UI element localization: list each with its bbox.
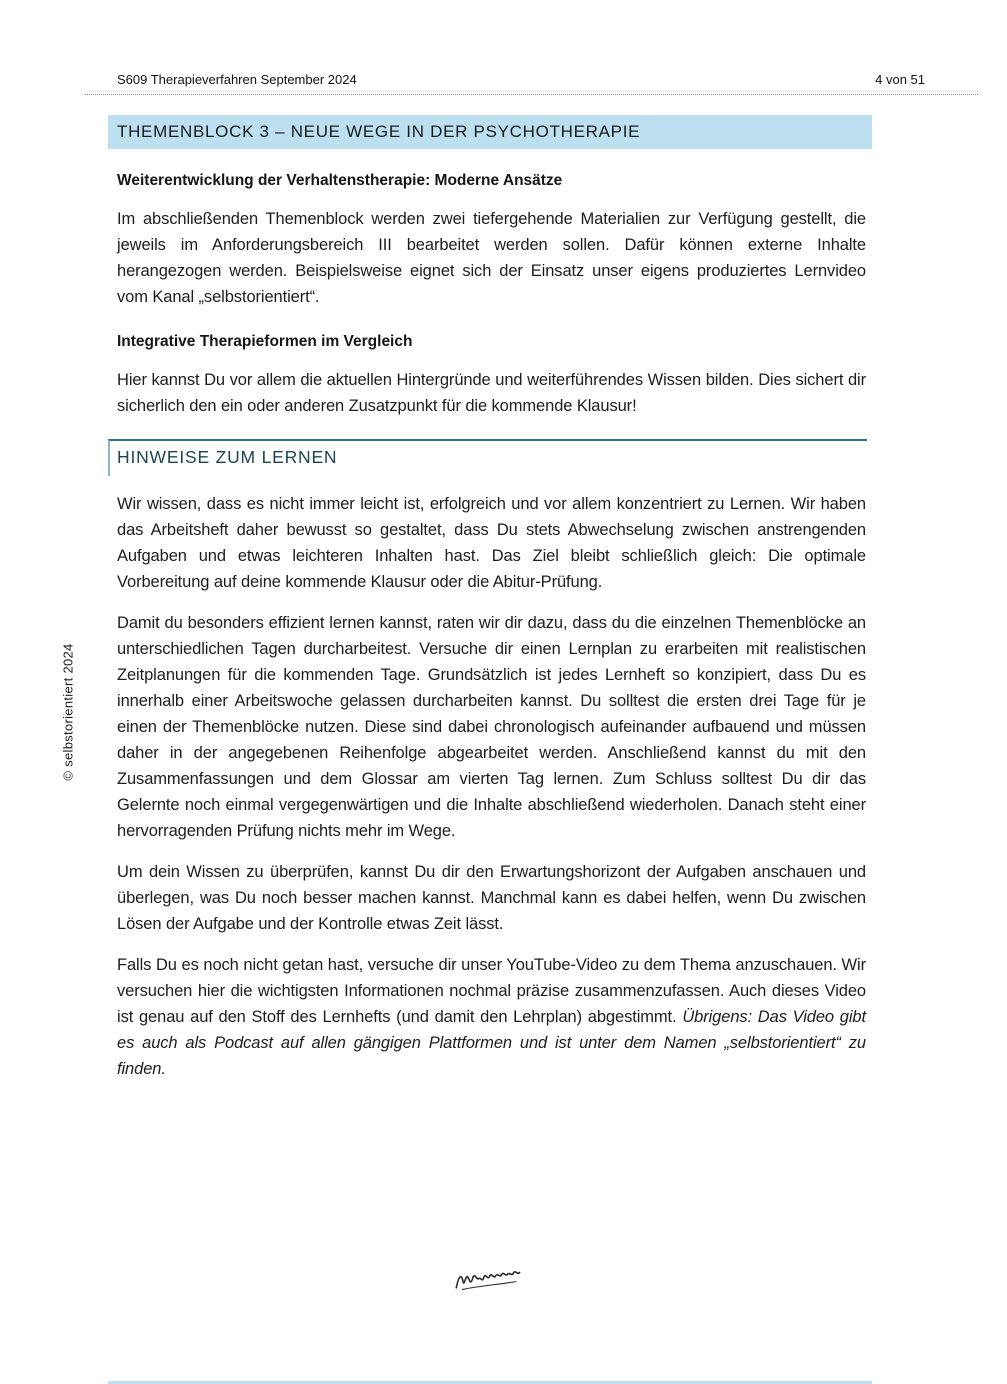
- hinweise-paragraph-2: Damit du besonders effizient lernen kannst, raten wir dir dazu, dass du die einzelnen Themenblöcke an unterschiedlichen Tagen durcharbeitest. Versuche dir einen Lernplan zu erarbeiten mit realistischen Zeitplanungen für die kommenden Tage. Grundsätzlich ist jedes Lernheft so konzipiert, dass Du es innerhalb einer Arbeitswoche gelassen durcharbeiten kannst. Du solltest die ersten drei Tage für je einen der Themenblöcke nutzen. Diese sind dabei chronologisch aufeinander aufbauend und müssen daher in der angegebenen Reihenfolge abgearbeitet werden. Anschließend kannst du mit den Zusammenfassungen und dem Glossar am vierten Tag lernen. Zum Schluss solltest Du dir das Gelernte noch einmal vergegenwärtigen und die Inhalte abschließend wiederholen. Danach steht einer hervorragenden Prüfung nichts mehr im Wege.: [117, 614, 866, 840]
- section1-paragraph: Im abschließenden Themenblock werden zwei tiefergehende Materialien zur Verfügung gestellt, die jeweils im Anforderungsbereich III bearbeitet werden sollen. Dafür können externe Inhalte herangezogen werden. Beispielsweise eignet sich der Einsatz unser eigens produziertes Lernvideo vom Kanal „selbstorientiert“.: [117, 210, 866, 306]
- hinweise-paragraph-4: [117, 952, 866, 1082]
- closing-text-italic: Übrigens: Das Video gibt es auch als Podcast auf allen gängigen Plattformen und ist unter dem Namen „selbstorientiert“ zu finden.: [117, 1008, 866, 1078]
- header-doc-title: S609 Therapieverfahren September 2024: [117, 72, 357, 87]
- hinweise-section-header: [108, 439, 867, 476]
- closing-text-regular: Falls Du es noch nicht getan hast, versuche dir unser YouTube-Video zu dem Thema anzuschauen. Wir versuchen hier die wichtigsten Informationen nochmal präzise zusammenzufassen. Auch dieses Video ist genau auf den Stoff des Lernhefts (und damit den Lehrplan) abgestimmt.: [117, 956, 866, 1026]
- section2-paragraph: Hier kannst Du vor allem die aktuellen Hintergründe und weiterführendes Wissen bilden. Dies sichert dir sicherlich den ein oder anderen Zusatzpunkt für die kommende Klausur!: [117, 371, 866, 415]
- signature-scribble-icon: [451, 1262, 529, 1300]
- hinweise-title: HINWEISE ZUM LERNEN: [117, 447, 338, 467]
- themenblock-banner-title: THEMENBLOCK 3 – NEUE WEGE IN DER PSYCHOTHERAPIE: [117, 122, 641, 141]
- header-page-number: 4 von 51: [875, 72, 925, 87]
- hinweise-paragraph-1: Wir wissen, dass es nicht immer leicht ist, erfolgreich und vor allem konzentriert zu Lernen. Wir haben das Arbeitsheft daher bewusst so gestaltet, dass Du stets Abwechselung zwischen anstrengenden Aufgaben und etwas leichteren Inhalten hast. Das Ziel bleibt schließlich gleich: Die optimale Vorbereitung auf deine kommende Klausur oder die Abitur-Prüfung.: [117, 495, 866, 591]
- section1-heading: Weiterentwicklung der Verhaltenstherapie: Moderne Ansätze: [117, 172, 563, 189]
- running-header: [85, 72, 978, 95]
- copyright-vertical-note: © selbstorientiert 2024: [60, 643, 76, 781]
- content-column: [108, 115, 872, 1082]
- hinweise-paragraph-3: Um dein Wissen zu überprüfen, kannst Du dir den Erwartungshorizont der Aufgaben anschauen und überlegen, was Du noch besser machen kannst. Manchmal kann es dabei helfen, wenn Du zwischen Lösen der Aufgabe und der Kontrolle etwas Zeit lässt.: [117, 863, 866, 933]
- section2-heading: Integrative Therapieformen im Vergleich: [117, 333, 413, 350]
- themenblock-banner: [108, 115, 872, 149]
